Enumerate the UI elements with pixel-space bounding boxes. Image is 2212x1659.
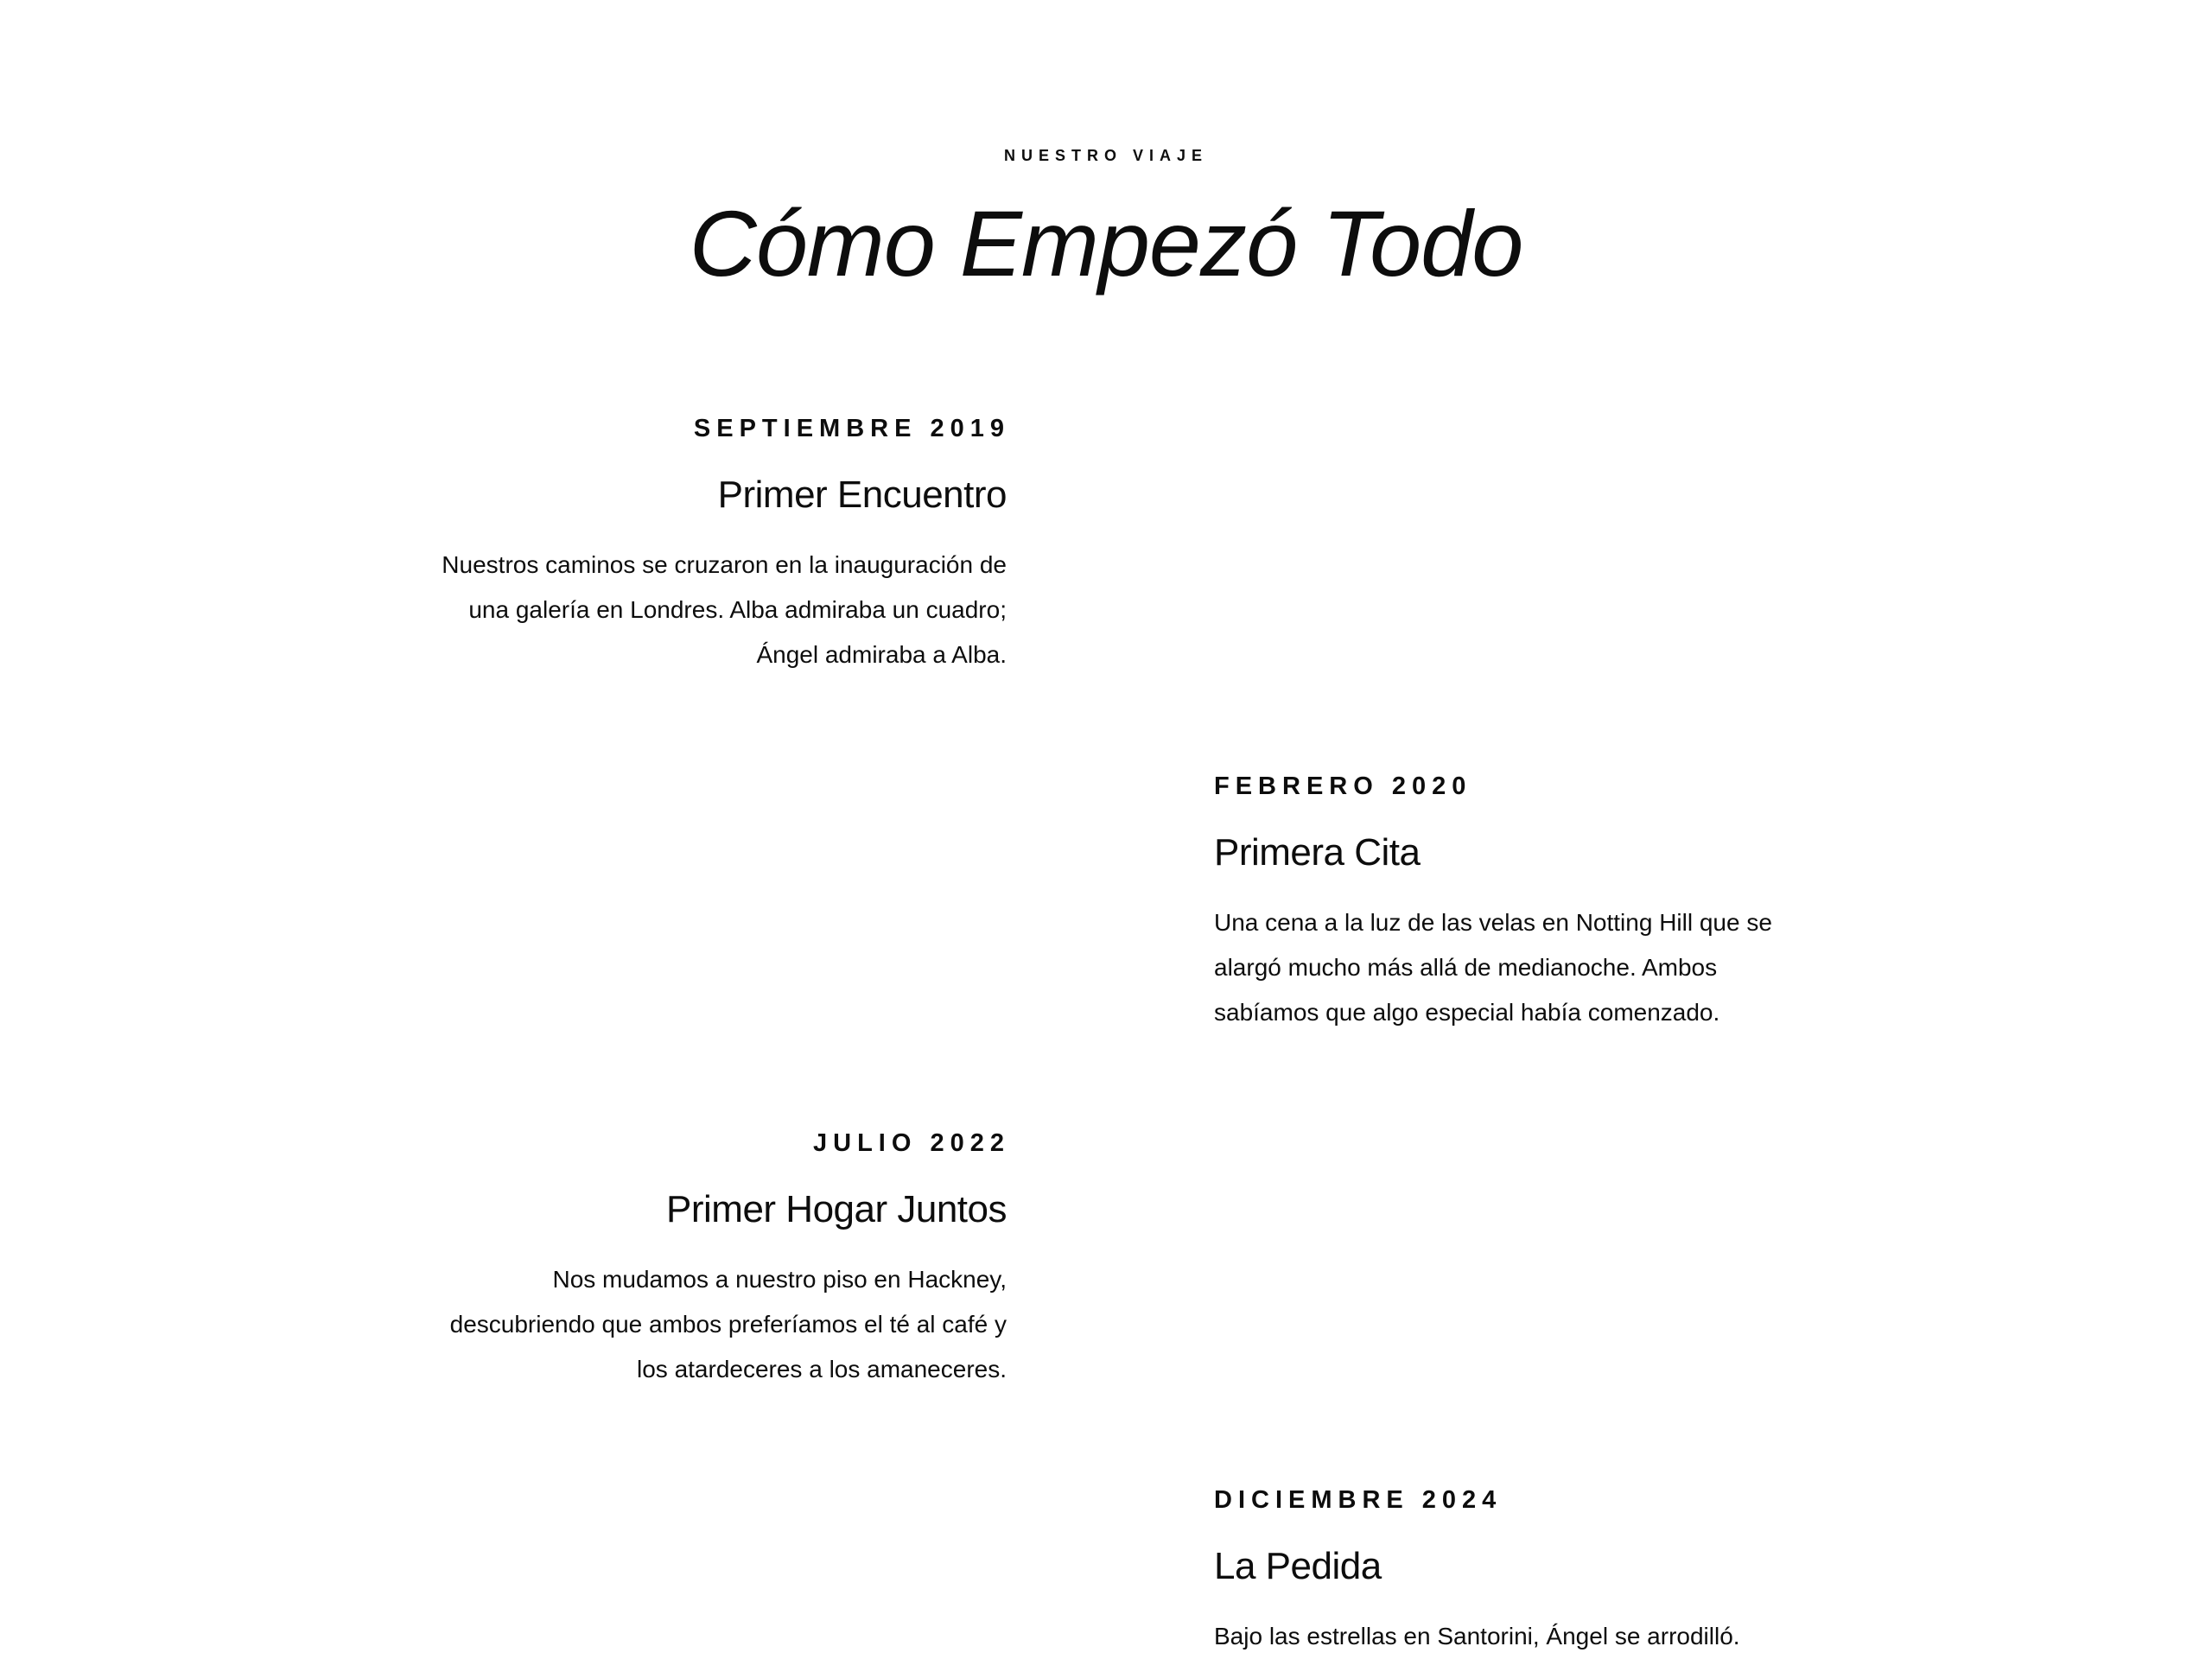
- timeline-date: DICIEMBRE 2024: [1214, 1486, 1503, 1514]
- timeline-date: FEBRERO 2020: [1214, 772, 1472, 800]
- timeline-date: SEPTIEMBRE 2019: [693, 415, 1010, 442]
- timeline-entry-proposal: [1214, 1484, 1784, 1659]
- timeline-entry-first-date: [1214, 771, 1784, 1035]
- timeline-description: Nos mudamos a nuestro piso en Hackney, descubriendo que ambos preferíamos el té al café y los atardeceres a los amaneceres.: [449, 1266, 1007, 1382]
- timeline-heading: La Pedida: [1214, 1545, 1382, 1587]
- timeline-date: JULIO 2022: [813, 1129, 1010, 1157]
- timeline-heading: Primera Cita: [1214, 831, 1421, 874]
- timeline-description: Nuestros caminos se cruzaron en la inauguración de una galería en Londres. Alba admiraba un cuadro; Ángel admiraba a Alba.: [442, 551, 1007, 668]
- timeline-description: Una cena a la luz de las velas en Notting Hill que se alargó mucho más allá de medianoche. Ambos sabíamos que algo especial había comenzado.: [1214, 909, 1772, 1026]
- timeline-entry-first-meeting: [436, 413, 1010, 677]
- section-eyebrow: NUESTRO VIAJE: [1003, 147, 1209, 164]
- timeline-entry-first-home: [436, 1128, 1010, 1392]
- timeline-description: Bajo las estrellas en Santorini, Ángel se arrodilló.: [1214, 1623, 1740, 1649]
- timeline-heading: Primer Hogar Juntos: [666, 1188, 1007, 1230]
- section-title: Cómo Empezó Todo: [689, 191, 1523, 296]
- timeline-heading: Primer Encuentro: [717, 474, 1007, 516]
